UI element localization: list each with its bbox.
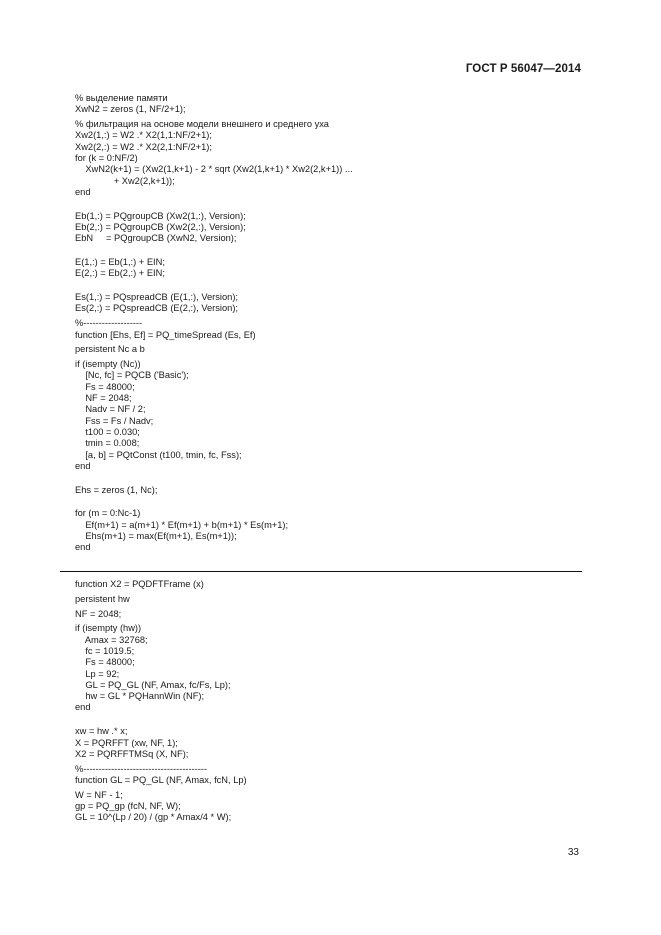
section-divider [60,571,582,572]
code-line: NF = 2048; [75,608,122,619]
code-line: Ef(m+1) = a(m+1) * Ef(m+1) + b(m+1) * Es(m+1); [75,519,289,530]
code-line: GL = PQ_GL (NF, Amax, fc/Fs, Lp); [75,679,231,690]
code-line: gp = PQ_gp (fcN, NF, W); [75,801,181,812]
code-line: Fs = 48000; [75,657,135,668]
blank-line [75,476,595,485]
blank-line [75,717,595,726]
code-line: Fs = 48000; [75,381,135,392]
code-line: Amax = 32768; [75,634,148,645]
code-line: Nadv = NF / 2; [75,404,146,415]
code-line: function GL = PQ_GL (NF, Amax, fcN, Lp) [75,774,247,785]
code-listing-upper [75,93,595,554]
code-line: xw = hw .* x; [75,726,128,737]
code-line: X = PQRFFT (xw, NF, 1); [75,737,178,748]
code-line: Ehs(m+1) = max(Ef(m+1), Es(m+1)); [75,531,237,541]
page-number: 33 [567,847,579,858]
code-line: fc = 1019.5; [75,645,135,656]
code-line: + Xw2(2,k+1)); [75,175,175,186]
code-line: end [75,542,91,553]
code-line: [a, b] = PQtConst (t100, tmin, fc, Fss); [75,449,242,460]
code-line: %------------------- [75,318,143,329]
code-line: persistent Nc a b [75,344,145,355]
code-line: %---------------------------------------- [75,763,208,774]
code-line: for (k = 0:NF/2) [75,152,138,163]
code-line: % фильтрация на основе модели внешнего и среднего уха [75,119,329,130]
code-line: persistent hw [75,593,130,604]
code-listing-lower [75,579,595,824]
code-line: tmin = 0.008; [75,438,140,449]
code-line: Es(2,:) = PQspreadCB (E(2,:), Version); [75,303,239,314]
blank-line [75,248,595,257]
code-line: [Nc, fc] = PQCB ('Basic'); [75,370,189,381]
code-line: t100 = 0.030; [75,426,140,437]
blank-line [75,202,595,211]
blank-line [75,283,595,292]
code-line: hw = GL * PQHannWin (NF); [75,691,205,702]
document-header: ГОСТ Р 56047—2014 [465,63,581,75]
code-line: function X2 = PQDFTFrame (x) [75,579,204,589]
code-line: GL = 10^(Lp / 20) / (gp * Amax/4 * W); [75,812,232,823]
code-line: end [75,702,91,713]
code-line: if (isempty (Nc)) [75,359,141,370]
code-line: EbN = PQgroupCB (XwN2, Version); [75,233,237,244]
code-line: Xw2(2,:) = W2 .* X2(2,1:NF/2+1); [75,141,212,152]
code-line: % выделение памяти [75,93,168,103]
code-line: XwN2(k+1) = (Xw2(1,k+1) - 2 * sqrt (Xw2(1,k+1) * Xw2(2,k+1)) ... [75,164,353,175]
code-line: Eb(1,:) = PQgroupCB (Xw2(1,:), Version); [75,210,246,221]
blank-line [75,499,595,508]
code-line: end [75,186,91,197]
code-line: Lp = 92; [75,668,120,679]
code-line: E(2,:) = Eb(2,:) + EIN; [75,268,165,279]
code-line: end [75,460,91,471]
code-line: Ehs = zeros (1, Nc); [75,484,158,495]
code-line: W = NF - 1; [75,789,123,800]
code-line: Xw2(1,:) = W2 .* X2(1,1:NF/2+1); [75,130,212,141]
code-line: Es(1,:) = PQspreadCB (E(1,:), Version); [75,292,239,303]
code-line: NF = 2048; [75,393,132,404]
code-line: for (m = 0:Nc-1) [75,508,141,519]
code-line: if (isempty (hw)) [75,623,142,634]
code-line: function [Ehs, Ef] = PQ_timeSpread (Es, Ef) [75,329,256,340]
code-line: E(1,:) = Eb(1,:) + EIN; [75,257,165,268]
code-line: X2 = PQRFFTMSq (X, NF); [75,748,189,759]
code-line: XwN2 = zeros (1, NF/2+1); [75,104,186,115]
code-line: Eb(2,:) = PQgroupCB (Xw2(2,:), Version); [75,221,246,232]
code-line: Fss = Fs / Nadv; [75,415,154,426]
